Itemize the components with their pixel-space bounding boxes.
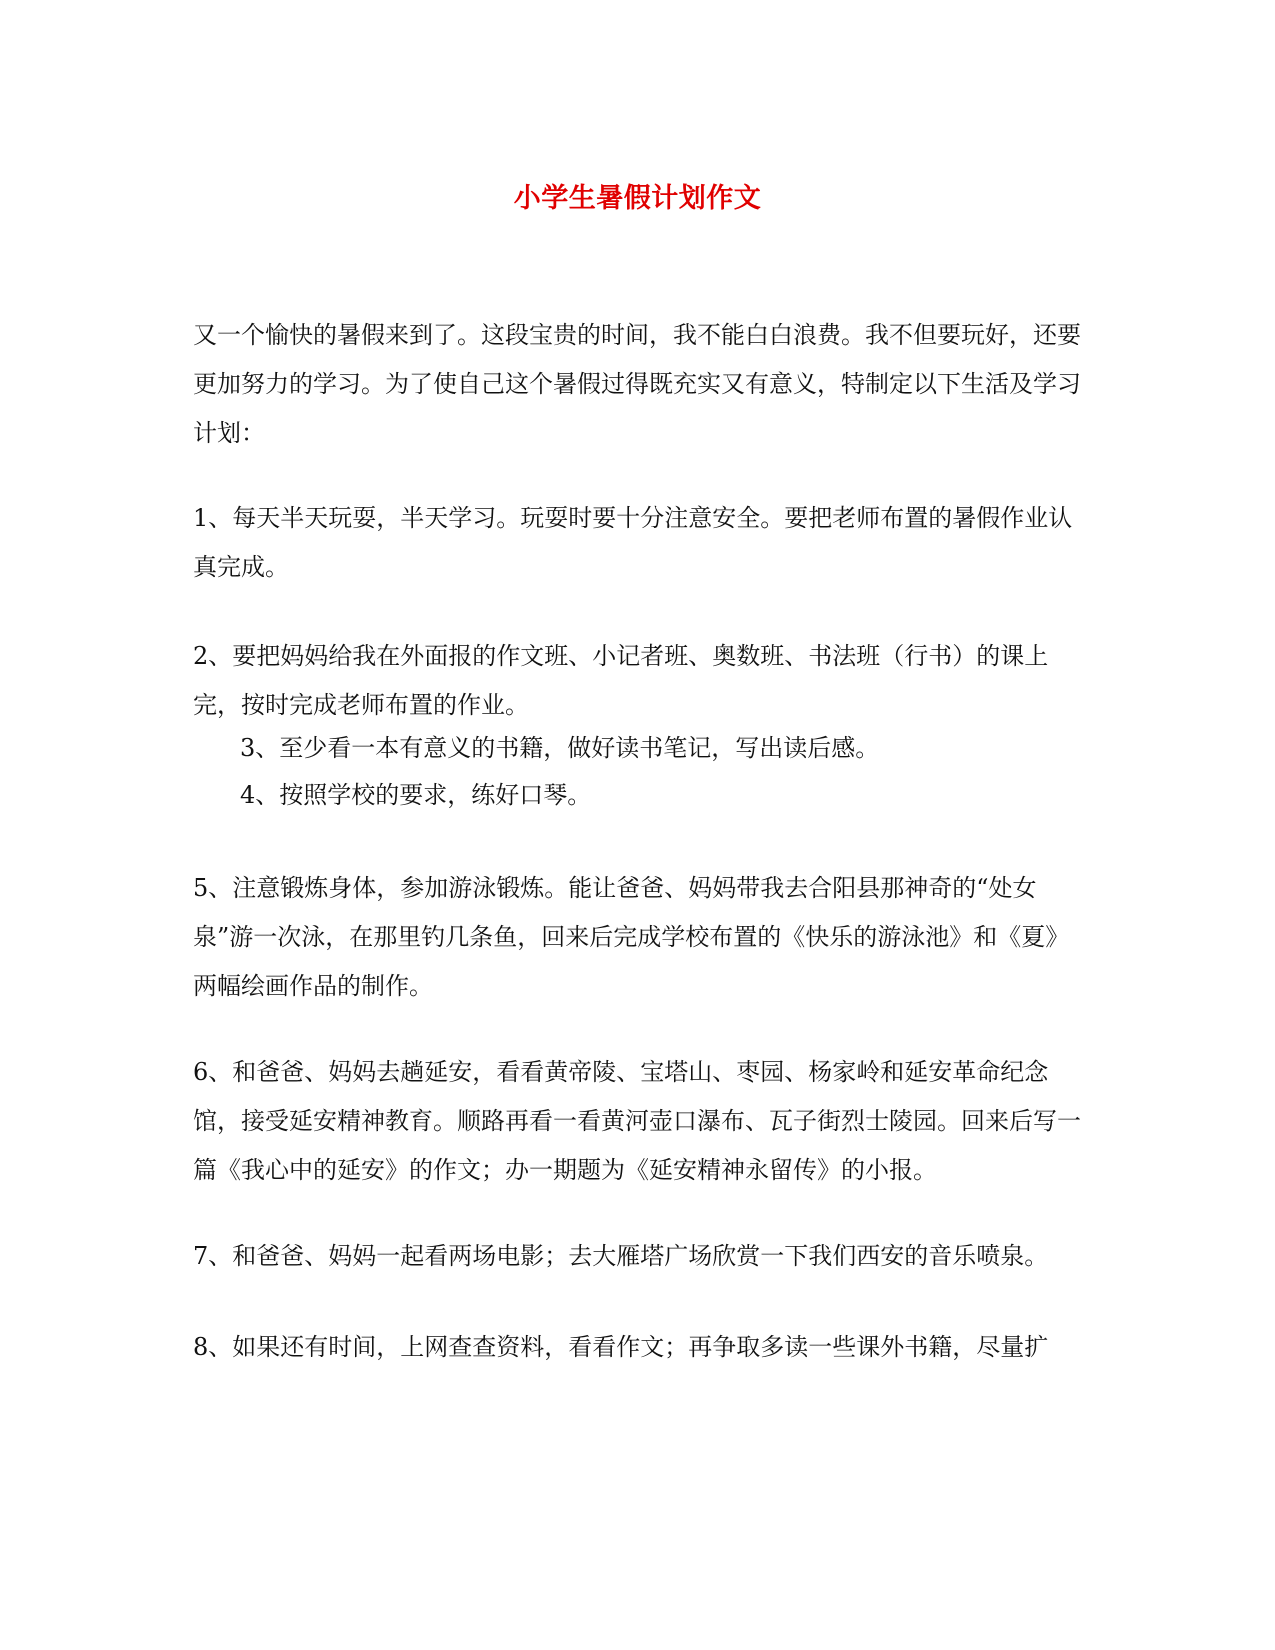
paragraph-item-5: 5、注意锻炼身体，参加游泳锻炼。能让爸爸、妈妈带我去合阳县那神奇的“处女泉”游一次泳，在那里钓几条鱼，回来后完成学校布置的《快乐的游泳池》和《夏》两幅绘画作品的制作。: [193, 874, 1070, 1000]
document-title: 小学生暑假计划作文: [513, 183, 762, 214]
paragraph-item-4: 4、按照学校的要求，练好口琴。: [240, 781, 592, 809]
paragraph-item-8: 8、如果还有时间，上网查查资料，看看作文；再争取多读一些课外书籍，尽量扩: [193, 1333, 1049, 1361]
paragraph-intro: 又一个愉快的暑假来到了。这段宝贵的时间，我不能白白浪费。我不但要玩好，还要更加努力的学习。为了使自己这个暑假过得既充实又有意义，特制定以下生活及学习计划：: [193, 321, 1081, 447]
paragraph-item-3: 3、至少看一本有意义的书籍，做好读书笔记，写出读后感。: [240, 734, 880, 762]
paragraph-item-6: 6、和爸爸、妈妈去趟延安，看看黄帝陵、宝塔山、枣园、杨家岭和延安革命纪念馆，接受延安精神教育。顺路再看一看黄河壶口瀑布、瓦子街烈士陵园。回来后写一篇《我心中的延安》的作文；办一期题为《延安精神永留传》的小报。: [193, 1058, 1081, 1184]
paragraph-item-1: 1、每天半天玩耍，半天学习。玩耍时要十分注意安全。要把老师布置的暑假作业认真完成。: [193, 504, 1073, 581]
paragraph-item-7: 7、和爸爸、妈妈一起看两场电影；去大雁塔广场欣赏一下我们西安的音乐喷泉。: [193, 1242, 1049, 1270]
paragraph-item-2: 2、要把妈妈给我在外面报的作文班、小记者班、奥数班、书法班（行书）的课上完，按时完成老师布置的作业。: [193, 642, 1049, 719]
